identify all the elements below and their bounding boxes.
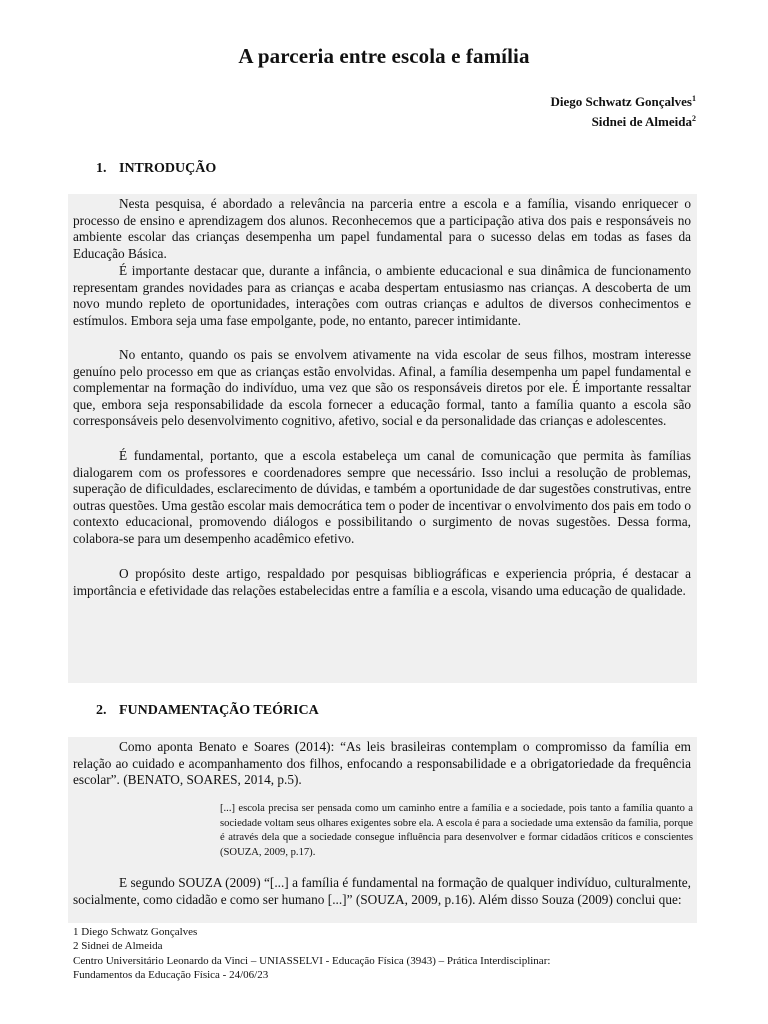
footnote-1: 1 Diego Schwatz Gonçalves (73, 926, 198, 938)
intro-paragraph-1: Nesta pesquisa, é abordado a relevância na parceria entre a escola e a família, visando enriquecer o processo de ensino e aprendizagem dos alunos. Reconhecemos que a participação ativa dos pais e responsáveis no ambiente escolar das crianças desempenha um papel fundamental para o sucesso delas em todas as fases da Educação Básica. (73, 196, 691, 261)
section-heading-introducao (96, 161, 216, 177)
author-footnote-mark: 1 (692, 94, 696, 103)
footnote-institution: Centro Universitário Leonardo da Vinci – UNIASSELVI - Educação Física (3943) – Prática Interdisciplinar: (73, 954, 551, 967)
author-1 (550, 90, 696, 110)
author-2 (550, 110, 696, 130)
author-footnote-mark: 2 (692, 114, 696, 123)
author-list (550, 90, 696, 130)
intro-paragraph-2: É importante destacar que, durante a infância, o ambiente educacional e sua dinâmica de funcionamento representam grandes novidades para as crianças e acaba despertam entusiasmo nas crianças. A descoberta de um novo mundo repleto de oportunidades, interações com outras crianças e adultos de diversos conhecimentos e estímulos. Embora seja uma fase empolgante, pode, no entanto, parecer intimidante. (73, 263, 691, 328)
section-title: FUNDAMENTAÇÃO TEÓRICA (119, 703, 319, 718)
footnote-course-date: Fundamentos da Educação Física - 24/06/23 (73, 969, 269, 982)
theory-paragraph-2: E segundo SOUZA (2009) “[...] a família é fundamental na formação de qualquer indivíduo, culturalmente, socialmente, como cidadão e como ser humano [...]” (SOUZA, 2009, p.16). Além disso Souza (2009) conclui que: (73, 875, 691, 907)
section-number: 2. (96, 703, 107, 718)
intro-paragraph-3: No entanto, quando os pais se envolvem ativamente na vida escolar de seus filhos, mostram interesse genuíno pelo processo em que as crianças estão envolvidas. Afinal, a família desempenha um papel fundamental e complementar na formação do indivíduo, uma vez que são os responsáveis diretos por ele. É importante ressaltar que, embora seja responsabilidade da escola fornecer a educação formal, tanto a família quanto a escola são corresponsáveis pelo desenvolvimento cognitivo, afetivo, social e da personalidade das crianças e adolescentes. (73, 347, 691, 429)
footnotes (73, 925, 693, 983)
section-heading-fundamentacao (96, 703, 319, 719)
section-title: INTRODUÇÃO (119, 161, 217, 176)
theory-paragraph-1: Como aponta Benato e Soares (2014): “As leis brasileiras contemplam o compromisso da família em relação ao cuidado e acompanhamento dos filhos, enfocando a responsabilidade e a obrigatoriedade da frequência escolar”. (BENATO, SOARES, 2014, p.5). (73, 739, 691, 788)
intro-paragraph-4: É fundamental, portanto, que a escola estabeleça um canal de comunicação que permita às famílias dialogarem com os professores e coordenadores sempre que necessário. Isso inclui a resolução de problemas, superação de dificuldades, esclarecimento de dúvidas, e também a oportunidade de dar sugestões construtivas, entre outras questões. Uma gestão escolar mais democrática tem o poder de incentivar o envolvimento dos pais em todo o contexto educacional, promovendo diálogos e possibilitando o surgimento de novas sugestões. Dessa forma, colabora-se para um desempenho acadêmico efetivo. (73, 448, 691, 546)
block-quote: [...] escola precisa ser pensada como um caminho entre a família e a sociedade, pois tanto a família quanto a sociedade voltam seus olhares exigentes sobre ela. A escola é para a sociedade uma extensão da família, porque é através dela que a sociedade consegue influência para desenvolver e formar cidadãos críticos e conscientes (SOUZA, 2009, p.17). (220, 803, 693, 858)
author-name: Sidnei de Almeida (591, 114, 692, 129)
intro-paragraph-5: O propósito deste artigo, respaldado por pesquisas bibliográficas e experiencia própria, é destacar a importância e efetividade das relações estabelecidas entre a família e a escola, visando uma educação de qualidade. (73, 566, 691, 598)
author-name: Diego Schwatz Gonçalves (550, 94, 692, 109)
document-title: A parceria entre escola e família (238, 44, 530, 68)
footnote-2: 2 Sidnei de Almeida (73, 940, 163, 953)
section-number: 1. (96, 161, 107, 176)
